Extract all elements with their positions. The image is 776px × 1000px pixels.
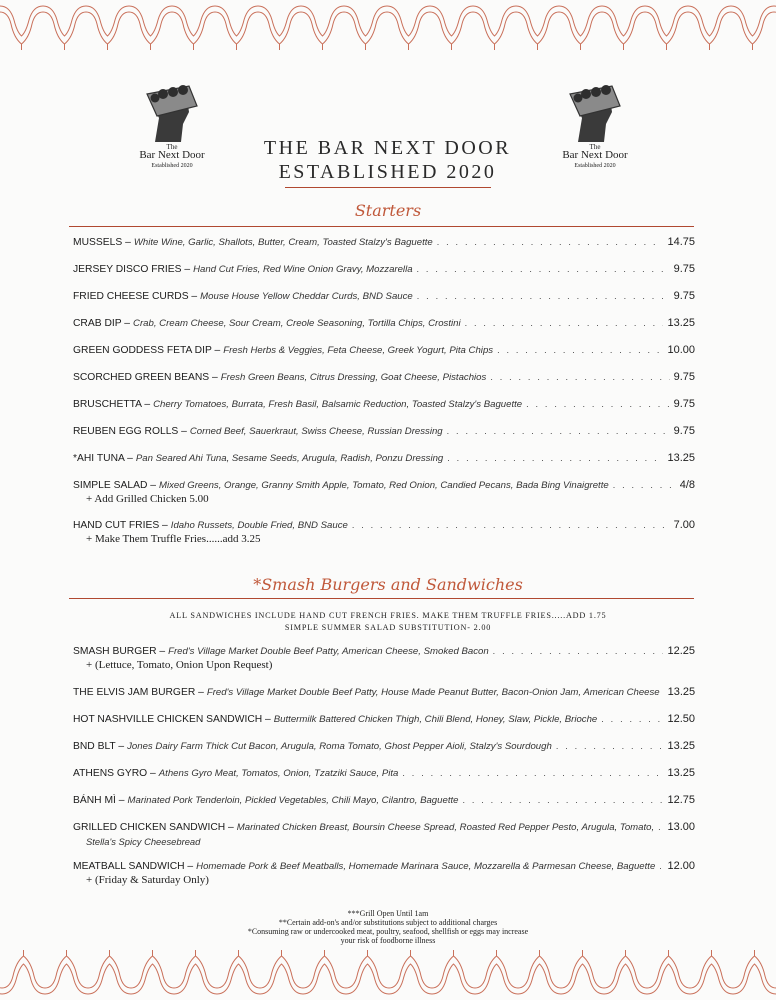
- menu-item-addon: + (Friday & Saturday Only): [86, 874, 209, 886]
- menu-item-description: Hand Cut Fries, Red Wine Onion Gravy, Mozzarella: [193, 264, 413, 275]
- menu-item: [73, 821, 695, 837]
- logo-small-text: The: [166, 143, 178, 151]
- fist-shaker-icon: [540, 84, 650, 144]
- menu-item-price: 14.75: [667, 236, 695, 248]
- menu-item-name: FRIED CHEESE CURDS –: [73, 291, 198, 302]
- menu-item-name: BÁNH MÌ –: [73, 795, 125, 806]
- menu-item-price: 9.75: [673, 290, 695, 302]
- fist-shaker-icon: [117, 84, 227, 144]
- menu-item: [73, 794, 695, 810]
- menu-item: [73, 263, 695, 279]
- menu-item-description: Marinated Chicken Breast, Boursin Cheese Spread, Roasted Red Pepper Pesto, Arugula, Tomato,: [236, 822, 655, 833]
- dot-leader: [659, 861, 663, 871]
- menu-item-price: 13.00: [667, 821, 695, 833]
- menu-item-description: Jones Dairy Farm Thick Cut Bacon, Arugula, Roma Tomato, Ghost Pepper Aioli, Stalzy's Sourdough: [127, 741, 552, 752]
- menu-item-name: REUBEN EGG ROLLS –: [73, 426, 187, 437]
- menu-item-price: 13.25: [667, 740, 695, 752]
- section-divider: [69, 598, 694, 599]
- footer-note-1: ***Grill Open Until 1am: [347, 909, 429, 918]
- section-heading-starters: Starters: [354, 201, 422, 220]
- menu-item-name: GREEN GODDESS FETA DIP –: [73, 345, 221, 356]
- menu-item-addon: + (Lettuce, Tomato, Onion Upon Request): [86, 659, 273, 671]
- menu-item-description: Buttermilk Battered Chicken Thigh, Chili Blend, Honey, Slaw, Pickle, Brioche: [273, 714, 598, 725]
- menu-item-price: 12.50: [667, 713, 695, 725]
- menu-item-name: BND BLT –: [73, 741, 125, 752]
- menu-item-price: 13.25: [667, 452, 695, 464]
- menu-item-description: Corned Beef, Sauerkraut, Swiss Cheese, Russian Dressing: [189, 426, 443, 437]
- menu-item-price: 9.75: [673, 263, 695, 275]
- menu-item-price: 13.25: [667, 767, 695, 779]
- menu-item-name: MEATBALL SANDWICH –: [73, 861, 194, 872]
- menu-item-name: THE ELVIS JAM BURGER –: [73, 687, 204, 698]
- dot-leader: [417, 291, 670, 301]
- dot-leader: [658, 822, 663, 832]
- menu-item-name: *AHI TUNA –: [73, 453, 133, 464]
- menu-item-description: Fresh Herbs & Veggies, Feta Cheese, Greek Yogurt, Pita Chips: [223, 345, 494, 356]
- menu-item-addon: + Add Grilled Chicken 5.00: [86, 493, 209, 505]
- salad-substitution-note: SIMPLE SUMMER SALAD SUBSTITUTION- 2.00: [284, 623, 492, 632]
- dot-leader: [465, 318, 664, 328]
- section-divider: [69, 226, 694, 227]
- footer-note-3: *Consuming raw or undercooked meat, poultry, seafood, shellfish or eggs may increase: [247, 927, 529, 936]
- menu-item: [73, 290, 695, 306]
- menu-item: [73, 344, 695, 360]
- menu-item-price: 12.75: [667, 794, 695, 806]
- menu-item-name: SMASH BURGER –: [73, 646, 166, 657]
- menu-item-price: 7.00: [673, 519, 695, 531]
- menu-item-description: Fred's Village Market Double Beef Patty, House Made Peanut Butter, Bacon-Onion Jam, American Cheese: [206, 687, 660, 698]
- menu-item-description: Mouse House Yellow Cheddar Curds, BND Sauce: [200, 291, 413, 302]
- menu-item: [73, 767, 695, 783]
- menu-item-price: 13.25: [667, 686, 695, 698]
- decorative-border-bottom: [0, 948, 776, 1000]
- menu-item-addon: + Make Them Truffle Fries......add 3.25: [86, 533, 261, 545]
- menu-item-description: Athens Gyro Meat, Tomatos, Onion, Tzatziki Sauce, Pita: [158, 768, 399, 779]
- menu-item-description: Homemade Pork & Beef Meatballs, Homemade Marinara Sauce, Mozzarella & Parmesan Cheese, Baguette: [196, 861, 656, 872]
- menu-item-price: 9.75: [673, 398, 695, 410]
- dot-leader: [417, 264, 670, 274]
- menu-item-price: 12.25: [667, 645, 695, 657]
- menu-item-name: HAND CUT FRIES –: [73, 520, 168, 531]
- logo-name: Bar Next Door: [562, 149, 628, 161]
- menu-item-description-continued: Stella's Spicy Cheesebread: [86, 836, 201, 847]
- dot-leader: [490, 372, 669, 382]
- logo-established: Established 2020: [574, 163, 616, 169]
- menu-item-price: 9.75: [673, 425, 695, 437]
- menu-item-name: CRAB DIP –: [73, 318, 131, 329]
- decorative-border-top: [0, 0, 776, 52]
- menu-item-description: Mixed Greens, Orange, Granny Smith Apple, Tomato, Red Onion, Candied Pecans, Bada Bing Vinaigrette: [158, 480, 609, 491]
- menu-item-name: SCORCHED GREEN BEANS –: [73, 372, 218, 383]
- menu-item: [73, 425, 695, 441]
- dot-leader: [601, 714, 663, 724]
- menu-item: [73, 236, 695, 252]
- footer-note-2: **Certain add-on's and/or substitutions subject to additional charges: [278, 918, 498, 927]
- title-divider: [285, 187, 491, 188]
- menu-item-name: GRILLED CHICKEN SANDWICH –: [73, 822, 234, 833]
- restaurant-established: ESTABLISHED 2020: [278, 161, 497, 183]
- menu-item-name: HOT NASHVILLE CHICKEN SANDWICH –: [73, 714, 271, 725]
- menu-item-name: MUSSELS –: [73, 237, 131, 248]
- logo-small-text: The: [589, 143, 601, 151]
- menu-item-description: Crab, Cream Cheese, Sour Cream, Creole Seasoning, Tortilla Chips, Crostini: [133, 318, 461, 329]
- logo-established: Established 2020: [151, 163, 193, 169]
- menu-item: [73, 452, 695, 468]
- menu-item-description: Idaho Russets, Double Fried, BND Sauce: [170, 520, 348, 531]
- menu-item-description: Pan Seared Ahi Tuna, Sesame Seeds, Arugula, Radish, Ponzu Dressing: [135, 453, 444, 464]
- menu-item-price: 4/8: [679, 479, 695, 491]
- menu-item-name: BRUSCHETTA –: [73, 399, 151, 410]
- menu-item-price: 12.00: [667, 860, 695, 872]
- logo-name: Bar Next Door: [139, 149, 205, 161]
- dot-leader: [497, 345, 663, 355]
- dot-leader: [352, 520, 670, 530]
- menu-item-name: JERSEY DISCO FRIES –: [73, 264, 191, 275]
- menu-item-price: 10.00: [667, 344, 695, 356]
- menu-item-description: Cherry Tomatoes, Burrata, Fresh Basil, Balsamic Reduction, Toasted Stalzy's Baguette: [153, 399, 523, 410]
- menu-item-description: White Wine, Garlic, Shallots, Butter, Cream, Toasted Stalzy's Baguette: [133, 237, 433, 248]
- footer-note-4: your risk of foodborne illness: [340, 936, 436, 945]
- menu-item: [73, 740, 695, 756]
- logo-left: [117, 84, 227, 184]
- dot-leader: [437, 237, 664, 247]
- menu-item: [73, 317, 695, 333]
- menu-item: [73, 371, 695, 387]
- dot-leader: [447, 426, 670, 436]
- menu-item-name: SIMPLE SALAD –: [73, 480, 156, 491]
- menu-item-price: 9.75: [673, 371, 695, 383]
- menu-item-description: Fred's Village Market Double Beef Patty, American Cheese, Smoked Bacon: [168, 646, 489, 657]
- menu-item-price: 13.25: [667, 317, 695, 329]
- dot-leader: [493, 646, 664, 656]
- menu-item: [73, 398, 695, 414]
- menu-item-name: ATHENS GYRO –: [73, 768, 156, 779]
- dot-leader: [556, 741, 664, 751]
- section-heading-burgers: *Smash Burgers and Sandwiches: [253, 575, 523, 594]
- menu-item: [73, 686, 695, 702]
- dot-leader: [462, 795, 663, 805]
- menu-item: [73, 713, 695, 729]
- dot-leader: [526, 399, 669, 409]
- dot-leader: [447, 453, 663, 463]
- menu-item-description: Marinated Pork Tenderloin, Pickled Vegetables, Chili Mayo, Cilantro, Baguette: [127, 795, 459, 806]
- restaurant-title: THE BAR NEXT DOOR: [263, 137, 512, 159]
- menu-item-description: Fresh Green Beans, Citrus Dressing, Goat Cheese, Pistachios: [220, 372, 487, 383]
- dot-leader: [402, 768, 663, 778]
- dot-leader: [613, 480, 676, 490]
- sandwich-note: ALL SANDWICHES INCLUDE HAND CUT FRENCH FRIES. MAKE THEM TRUFFLE FRIES.....ADD 1.75: [169, 611, 607, 620]
